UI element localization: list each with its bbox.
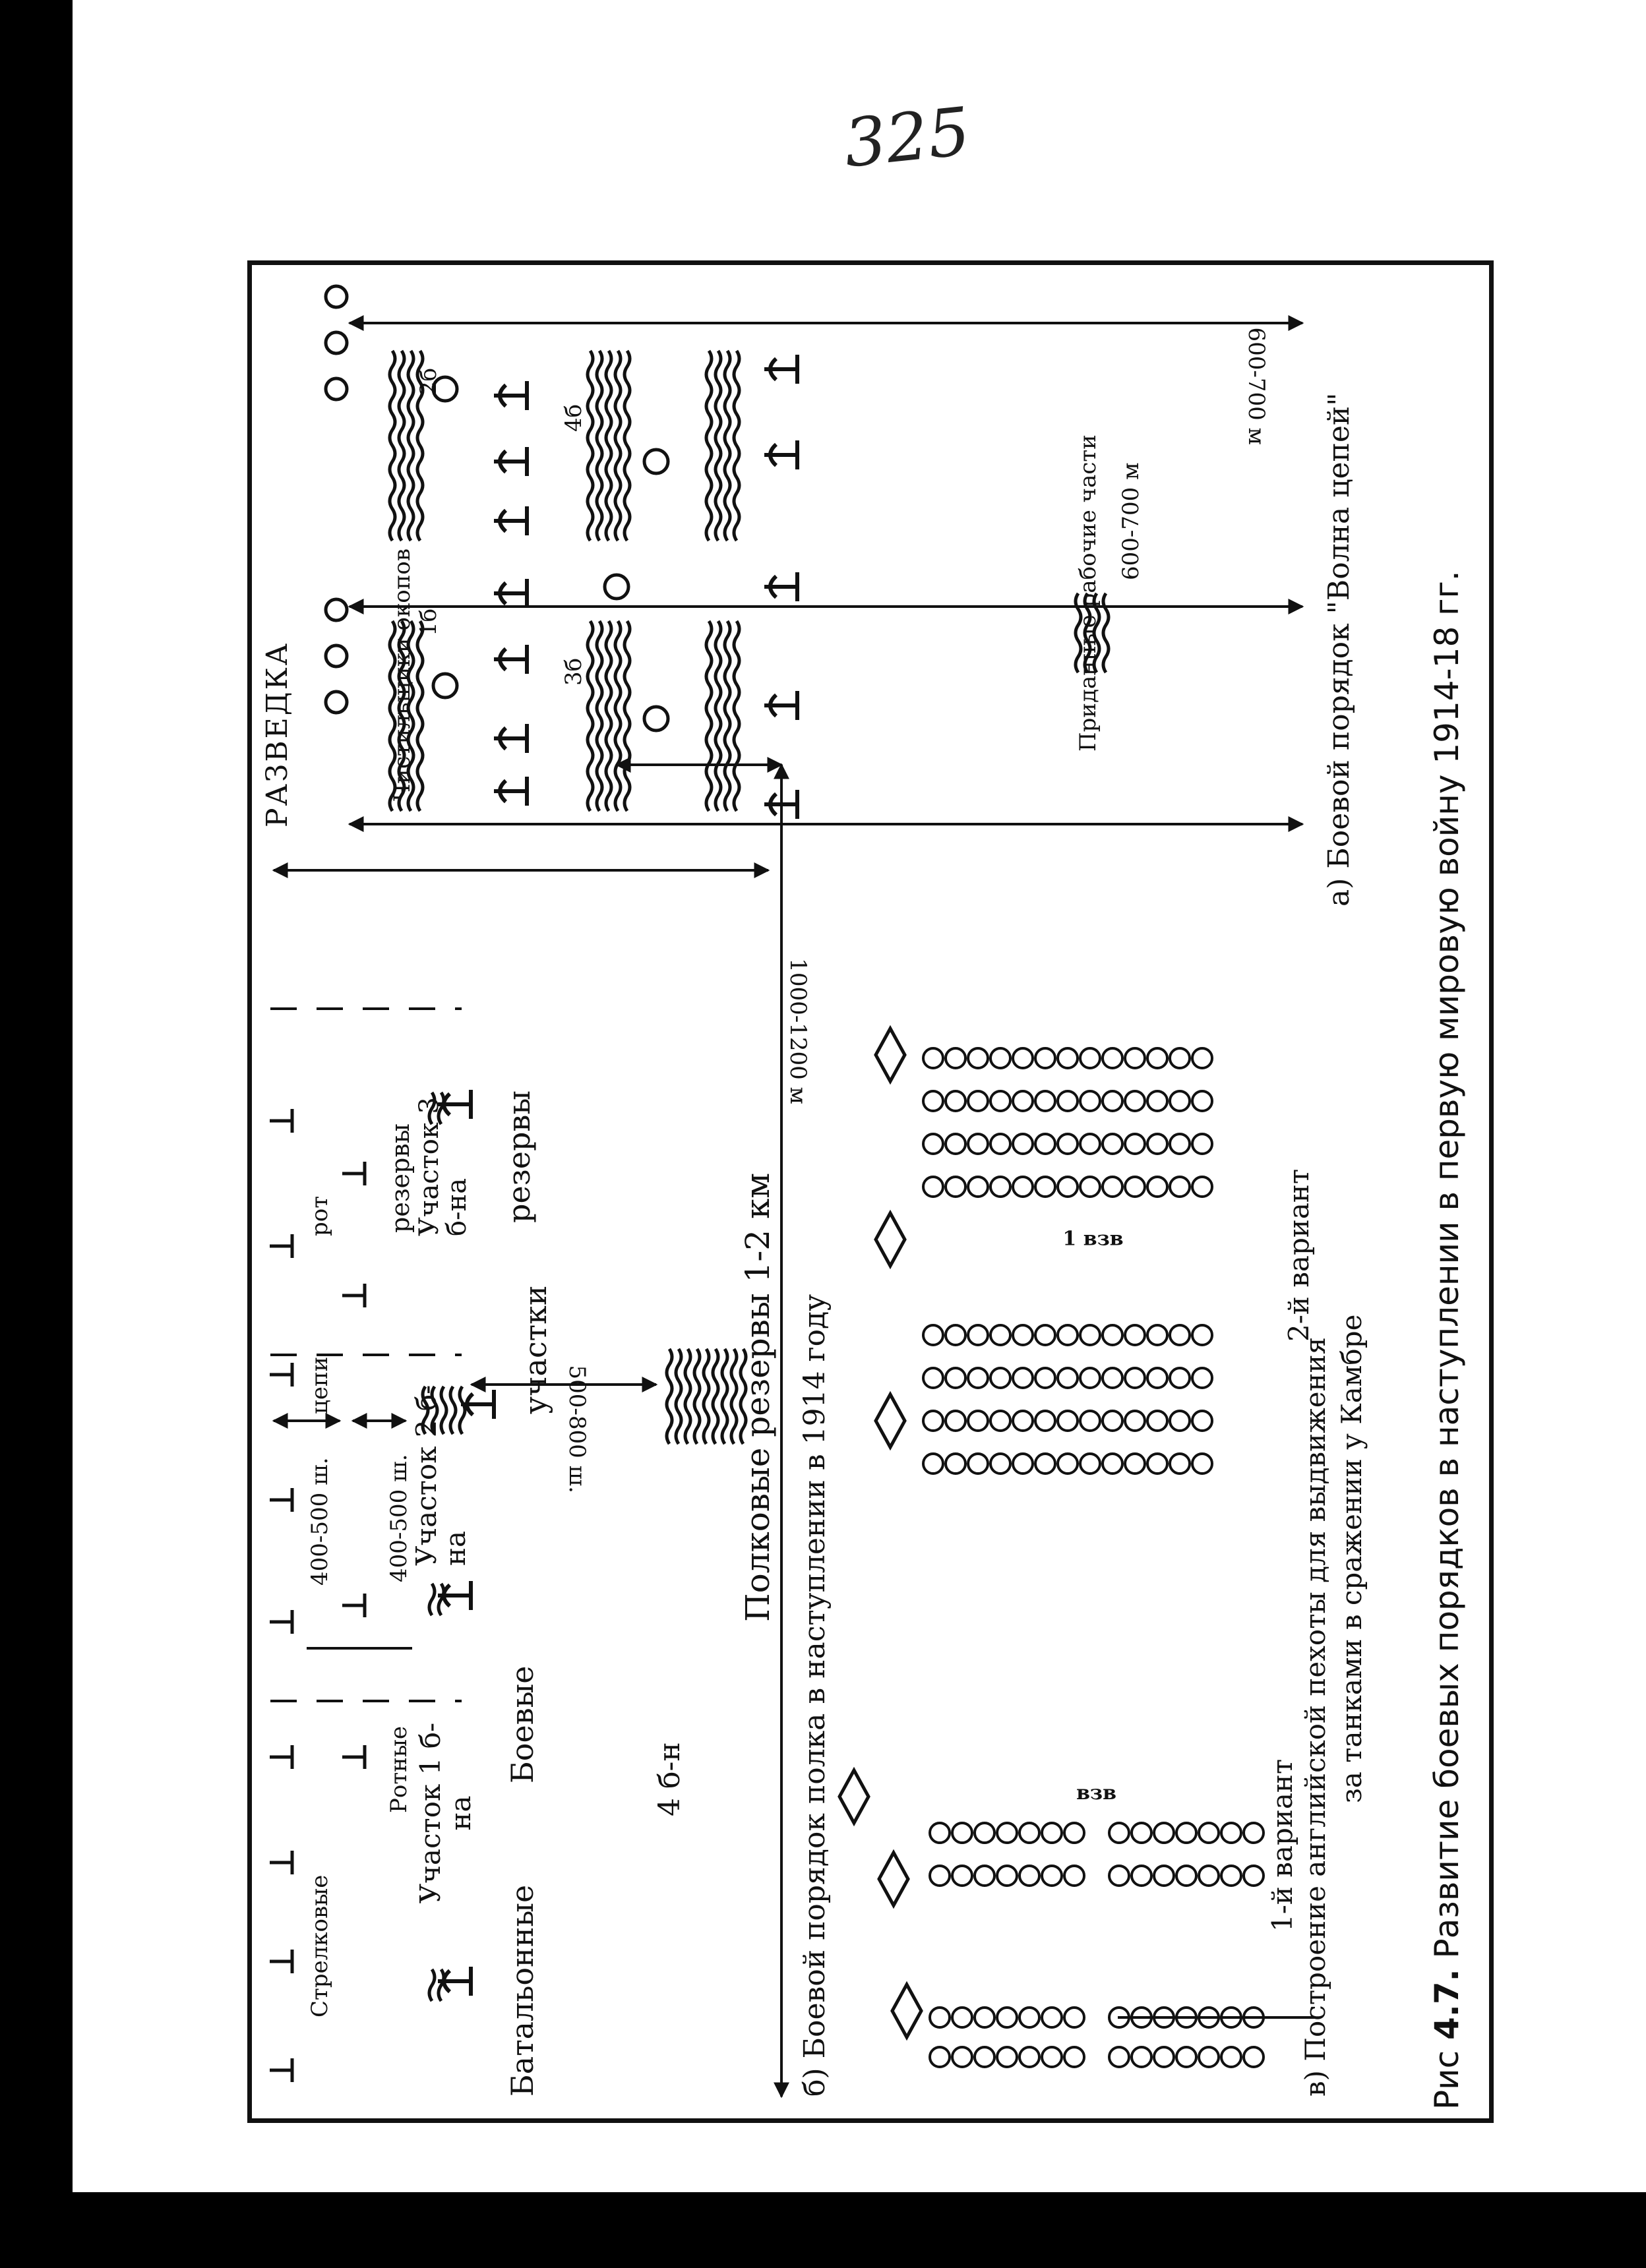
panel-b-caption: б) Боевой порядок полка в наступлении в 1914 году bbox=[798, 1294, 832, 2097]
regimental-reserve-wave bbox=[694, 1349, 700, 1444]
infantry-column-circle bbox=[930, 2047, 950, 2067]
infantry-column-circle bbox=[1125, 1411, 1145, 1431]
infantry-column-circle bbox=[1109, 1866, 1129, 1886]
figure-caption bbox=[1428, 570, 1466, 2110]
infantry-column-circle bbox=[1058, 1325, 1078, 1345]
infantry-column-circle bbox=[1020, 1823, 1039, 1843]
infantry-wave-line bbox=[606, 621, 611, 811]
infantry-column-circle bbox=[1035, 1368, 1055, 1388]
infantry-column-circle bbox=[1221, 1823, 1241, 1843]
infantry-column-circle bbox=[1103, 1177, 1122, 1197]
infantry-column-circle bbox=[1192, 1411, 1212, 1431]
infantry-column-circle bbox=[1125, 1048, 1145, 1068]
infantry-column-circle bbox=[930, 1866, 950, 1886]
infantry-column-circle bbox=[968, 1368, 988, 1388]
battalion-1b: 1б bbox=[415, 608, 442, 636]
tank-diamond bbox=[876, 1029, 905, 1081]
infantry-column-circle bbox=[968, 1411, 988, 1431]
infantry-column-circle bbox=[1170, 1454, 1190, 1474]
infantry-column-circle bbox=[923, 1411, 943, 1431]
commander-circle bbox=[605, 575, 628, 599]
caption-text: Развитие боевых порядков в наступлении в первую мировую войну 1914-18 гг. bbox=[1428, 570, 1466, 1959]
infantry-column-circle bbox=[1170, 1368, 1190, 1388]
infantry-wave-line bbox=[597, 621, 602, 811]
rifle-line-soldier bbox=[270, 2058, 292, 2082]
tank-diamond bbox=[879, 1853, 908, 1905]
infantry-column-circle bbox=[923, 1325, 943, 1345]
infantry-column-circle bbox=[946, 1368, 965, 1388]
attack-wave-mark bbox=[764, 355, 797, 384]
infantry-column-circle bbox=[923, 1134, 943, 1154]
infantry-column-circle bbox=[1013, 1411, 1033, 1431]
infantry-column-circle bbox=[1020, 1866, 1039, 1886]
infantry-column-circle bbox=[1192, 1177, 1212, 1197]
sector-3: Участок 3 б-на bbox=[414, 1097, 472, 1236]
infantry-column-circle bbox=[1013, 1325, 1033, 1345]
infantry-column-circle bbox=[1042, 2008, 1062, 2027]
infantry-column-circle bbox=[1013, 1091, 1033, 1111]
panel-c-caption-2: за танками в сражении у Камбре bbox=[1335, 1314, 1368, 1803]
attack-wave-mark bbox=[494, 724, 527, 753]
infantry-column-circle bbox=[1035, 1325, 1055, 1345]
row-company-label: Ротные bbox=[386, 1726, 412, 1813]
infantry-column-circle bbox=[1244, 2047, 1264, 2067]
infantry-wave-line bbox=[706, 351, 712, 541]
infantry-column-circle bbox=[946, 1411, 965, 1431]
infantry-column-circle bbox=[952, 2008, 972, 2027]
recon-circle bbox=[326, 645, 347, 667]
infantry-column-circle bbox=[1154, 1823, 1174, 1843]
infantry-wave-line bbox=[588, 351, 593, 541]
infantry-wave-line bbox=[597, 351, 602, 541]
company-reserve-soldier bbox=[342, 1162, 365, 1185]
commander-circle bbox=[644, 450, 668, 473]
infantry-column-circle bbox=[1192, 1368, 1212, 1388]
attack-wave-mark bbox=[764, 572, 797, 601]
infantry-column-circle bbox=[1125, 1091, 1145, 1111]
infantry-column-circle bbox=[1020, 2047, 1039, 2067]
infantry-column-circle bbox=[1080, 1325, 1100, 1345]
recon-circle bbox=[326, 599, 347, 620]
infantry-column-circle bbox=[1103, 1325, 1122, 1345]
infantry-column-circle bbox=[923, 1454, 943, 1474]
page-number: 325 bbox=[840, 92, 974, 183]
infantry-column-circle bbox=[1080, 1177, 1100, 1197]
infantry-column-circle bbox=[1170, 1048, 1190, 1068]
company-reserve-soldier bbox=[342, 1745, 365, 1769]
variant-2-label: 2-й вариант bbox=[1283, 1168, 1315, 1342]
attack-wave-mark bbox=[764, 440, 797, 469]
panel-c-caption-1: в) Построение английской пехоты для выдвижения bbox=[1299, 1336, 1331, 2097]
infantry-wave-line bbox=[615, 621, 621, 811]
infantry-column-circle bbox=[1035, 1048, 1055, 1068]
recon-circle bbox=[326, 332, 347, 353]
infantry-column-circle bbox=[1199, 2047, 1219, 2067]
infantry-column-circle bbox=[1221, 1866, 1241, 1886]
infantry-column-circle bbox=[923, 1048, 943, 1068]
rifle-line-soldier bbox=[270, 1363, 292, 1387]
infantry-column-circle bbox=[991, 1325, 1010, 1345]
infantry-column-circle bbox=[1176, 1866, 1196, 1886]
regimental-reserve-wave bbox=[685, 1349, 690, 1444]
infantry-column-circle bbox=[1013, 1454, 1033, 1474]
infantry-column-circle bbox=[946, 1134, 965, 1154]
infantry-column-circle bbox=[1058, 1177, 1078, 1197]
regimental-reserve-wave bbox=[731, 1349, 737, 1444]
infantry-column-circle bbox=[923, 1177, 943, 1197]
row-company-right: рот bbox=[307, 1195, 333, 1236]
caption-number: 4.7. bbox=[1428, 1969, 1466, 2040]
rifle-line-soldier bbox=[270, 1851, 292, 1874]
depth-total-b: 1000-1200 м bbox=[785, 958, 811, 1104]
recon-circle bbox=[326, 286, 347, 307]
commander-circle bbox=[433, 674, 457, 698]
scan-edge-left bbox=[0, 0, 73, 2268]
row-company-reserves: резервы bbox=[386, 1123, 415, 1233]
battalion-2b: 2б bbox=[415, 367, 442, 396]
infantry-column-circle bbox=[1192, 1454, 1212, 1474]
infantry-column-circle bbox=[1132, 1823, 1151, 1843]
infantry-column-circle bbox=[1042, 2047, 1062, 2067]
infantry-column-circle bbox=[1132, 2047, 1151, 2067]
infantry-column-circle bbox=[1154, 1866, 1174, 1886]
infantry-column-circle bbox=[1042, 1866, 1062, 1886]
infantry-column-circle bbox=[1147, 1048, 1167, 1068]
infantry-column-circle bbox=[1199, 1823, 1219, 1843]
infantry-column-circle bbox=[1103, 1368, 1122, 1388]
battalion-reserve-wave bbox=[429, 1584, 435, 1615]
infantry-column-circle bbox=[952, 2047, 972, 2067]
figure-content bbox=[247, 260, 1494, 2123]
rifle-line-soldier bbox=[270, 1745, 292, 1769]
infantry-column-circle bbox=[1125, 1368, 1145, 1388]
infantry-column-circle bbox=[991, 1454, 1010, 1474]
attack-wave-mark bbox=[764, 691, 797, 720]
company-reserve-soldier bbox=[342, 1284, 365, 1307]
row-rifle-right: цепи bbox=[307, 1356, 333, 1414]
infantry-column-circle bbox=[1170, 1134, 1190, 1154]
infantry-column-circle bbox=[1013, 1177, 1033, 1197]
infantry-column-circle bbox=[1125, 1134, 1145, 1154]
infantry-column-circle bbox=[1244, 1866, 1264, 1886]
infantry-wave-line bbox=[734, 621, 739, 811]
infantry-column-circle bbox=[946, 1177, 965, 1197]
row-battalion-reserves: резервы bbox=[501, 1090, 537, 1223]
infantry-wave-line bbox=[706, 621, 712, 811]
infantry-column-circle bbox=[968, 1454, 988, 1474]
infantry-column-circle bbox=[1064, 1823, 1084, 1843]
infantry-column-circle bbox=[1080, 1368, 1100, 1388]
battalion-4b: 4б bbox=[561, 403, 587, 432]
infantry-column-circle bbox=[952, 1823, 972, 1843]
infantry-wave-line bbox=[716, 351, 721, 541]
fourth-battalion: 4 б-н bbox=[653, 1742, 686, 1816]
attack-wave-mark bbox=[494, 447, 527, 476]
infantry-wave-line bbox=[390, 351, 395, 541]
infantry-column-circle bbox=[991, 1048, 1010, 1068]
infantry-column-circle bbox=[991, 1411, 1010, 1431]
infantry-column-circle bbox=[1058, 1368, 1078, 1388]
tank-diamond bbox=[876, 1394, 905, 1447]
infantry-column-circle bbox=[946, 1325, 965, 1345]
infantry-column-circle bbox=[968, 1091, 988, 1111]
infantry-column-circle bbox=[1035, 1454, 1055, 1474]
infantry-wave-line bbox=[625, 351, 630, 541]
infantry-column-circle bbox=[1147, 1091, 1167, 1111]
infantry-column-circle bbox=[1192, 1091, 1212, 1111]
regimental-reserve-wave bbox=[704, 1349, 709, 1444]
sector-2: Участок 2 б-на bbox=[410, 1385, 472, 1566]
panel-a-caption: а) Боевой порядок "Волна цепей" bbox=[1322, 392, 1356, 907]
interval-2: 400-500 ш. bbox=[386, 1454, 412, 1582]
infantry-column-circle bbox=[1035, 1411, 1055, 1431]
infantry-column-circle bbox=[1147, 1411, 1167, 1431]
infantry-column-circle bbox=[1125, 1454, 1145, 1474]
infantry-column-circle bbox=[1035, 1091, 1055, 1111]
infantry-wave-line bbox=[615, 351, 621, 541]
row-battalion-label: Батальонные bbox=[504, 1884, 540, 2097]
infantry-column-circle bbox=[1103, 1091, 1122, 1111]
infantry-column-circle bbox=[991, 1134, 1010, 1154]
infantry-column-circle bbox=[930, 1823, 950, 1843]
infantry-column-circle bbox=[975, 1823, 994, 1843]
rifle-line-soldier bbox=[270, 1488, 292, 1512]
infantry-column-circle bbox=[946, 1048, 965, 1068]
infantry-column-circle bbox=[997, 1823, 1017, 1843]
regimental-reserves: Полковые резервы 1-2 км bbox=[739, 1172, 777, 1622]
variant-1-label: 1-й вариант bbox=[1266, 1758, 1298, 1932]
infantry-column-circle bbox=[923, 1091, 943, 1111]
tank-diamond bbox=[892, 1984, 921, 2037]
infantry-wave-line bbox=[399, 351, 404, 541]
infantry-column-circle bbox=[1080, 1411, 1100, 1431]
rifle-line-soldier bbox=[270, 1610, 292, 1634]
width-label-a: 600-700 м bbox=[1118, 462, 1144, 580]
attack-wave-mark bbox=[494, 579, 527, 608]
attack-wave-mark bbox=[494, 381, 527, 410]
recon-label: РАЗВЕДКА bbox=[260, 642, 294, 827]
infantry-column-circle bbox=[968, 1048, 988, 1068]
infantry-column-circle bbox=[1192, 1325, 1212, 1345]
infantry-column-circle bbox=[1064, 2008, 1084, 2027]
regimental-reserve-wave bbox=[722, 1349, 727, 1444]
infantry-column-circle bbox=[968, 1134, 988, 1154]
infantry-column-circle bbox=[1147, 1325, 1167, 1345]
infantry-wave-line bbox=[734, 351, 739, 541]
infantry-column-circle bbox=[1103, 1048, 1122, 1068]
regimental-reserve-wave bbox=[667, 1349, 672, 1444]
recon-circle bbox=[326, 378, 347, 400]
infantry-column-circle bbox=[1058, 1048, 1078, 1068]
caption-prefix: Рис bbox=[1428, 2050, 1466, 2110]
infantry-column-circle bbox=[997, 2008, 1017, 2027]
infantry-wave-line bbox=[408, 351, 413, 541]
infantry-wave-line bbox=[606, 351, 611, 541]
infantry-column-circle bbox=[1147, 1134, 1167, 1154]
depth-label-b: 500-800 ш. bbox=[564, 1365, 590, 1493]
infantry-column-circle bbox=[1064, 1866, 1084, 1886]
infantry-column-circle bbox=[1176, 2047, 1196, 2067]
infantry-column-circle bbox=[1176, 1823, 1196, 1843]
infantry-column-circle bbox=[1109, 1823, 1129, 1843]
rifle-line-soldier bbox=[270, 1950, 292, 1973]
infantry-column-circle bbox=[1244, 1823, 1264, 1843]
regimental-reserve-wave bbox=[676, 1349, 681, 1444]
attached-units-label: Приданные рабочие части bbox=[1075, 434, 1101, 752]
infantry-column-circle bbox=[1192, 1134, 1212, 1154]
attack-wave-mark bbox=[494, 777, 527, 806]
infantry-column-circle bbox=[1147, 1454, 1167, 1474]
rifle-line-soldier bbox=[270, 1234, 292, 1258]
infantry-column-circle bbox=[923, 1368, 943, 1388]
commander-circle bbox=[644, 707, 668, 731]
battalion-reserve-wave bbox=[429, 1969, 435, 2001]
infantry-column-circle bbox=[1170, 1091, 1190, 1111]
regimental-reserve-wave bbox=[713, 1349, 718, 1444]
attack-wave-mark bbox=[494, 506, 527, 535]
infantry-column-circle bbox=[1058, 1454, 1078, 1474]
infantry-column-circle bbox=[1170, 1325, 1190, 1345]
infantry-column-circle bbox=[1154, 2047, 1174, 2067]
infantry-column-circle bbox=[1058, 1411, 1078, 1431]
infantry-column-circle bbox=[1080, 1454, 1100, 1474]
scan-edge-bottom bbox=[0, 2192, 1646, 2268]
infantry-column-circle bbox=[1058, 1134, 1078, 1154]
infantry-column-circle bbox=[1080, 1134, 1100, 1154]
attack-wave-mark bbox=[494, 645, 527, 674]
infantry-column-circle bbox=[991, 1368, 1010, 1388]
sector-1: Участок 1 б-на bbox=[414, 1722, 477, 1904]
infantry-column-circle bbox=[1170, 1177, 1190, 1197]
infantry-column-circle bbox=[1020, 2008, 1039, 2027]
infantry-column-circle bbox=[1147, 1368, 1167, 1388]
rifle-line-soldier bbox=[270, 1109, 292, 1133]
infantry-wave-line bbox=[725, 621, 730, 811]
infantry-column-circle bbox=[946, 1454, 965, 1474]
battalion-3b: 3б bbox=[561, 657, 587, 686]
infantry-column-circle bbox=[1013, 1134, 1033, 1154]
company-reserve-soldier bbox=[342, 1594, 365, 1617]
infantry-column-circle bbox=[1103, 1134, 1122, 1154]
infantry-column-circle bbox=[1147, 1177, 1167, 1197]
infantry-column-circle bbox=[975, 1866, 994, 1886]
infantry-column-circle bbox=[991, 1091, 1010, 1111]
infantry-wave-line bbox=[588, 621, 593, 811]
infantry-column-circle bbox=[997, 2047, 1017, 2067]
infantry-column-circle bbox=[1125, 1177, 1145, 1197]
infantry-column-circle bbox=[1109, 2047, 1129, 2067]
infantry-column-circle bbox=[1221, 2047, 1241, 2067]
infantry-column-circle bbox=[997, 1866, 1017, 1886]
infantry-column-circle bbox=[1035, 1134, 1055, 1154]
trench-cleaners-label: Чистильщики окопов bbox=[389, 548, 415, 801]
infantry-column-circle bbox=[1042, 1823, 1062, 1843]
infantry-column-circle bbox=[991, 1177, 1010, 1197]
infantry-column-circle bbox=[1064, 2047, 1084, 2067]
infantry-column-circle bbox=[1199, 1866, 1219, 1886]
infantry-column-circle bbox=[930, 2008, 950, 2027]
infantry-column-circle bbox=[1058, 1091, 1078, 1111]
infantry-column-circle bbox=[1103, 1454, 1122, 1474]
platoon-label-a: взв bbox=[1076, 1781, 1116, 1805]
infantry-column-circle bbox=[1192, 1048, 1212, 1068]
infantry-column-circle bbox=[1080, 1048, 1100, 1068]
infantry-column-circle bbox=[946, 1091, 965, 1111]
infantry-wave-line bbox=[417, 621, 423, 811]
infantry-column-circle bbox=[975, 2008, 994, 2027]
infantry-column-circle bbox=[1103, 1411, 1122, 1431]
sectors-label-1: Боевые bbox=[504, 1665, 540, 1783]
infantry-wave-line bbox=[716, 621, 721, 811]
depth-label-a: 600-700 м bbox=[1243, 327, 1269, 445]
infantry-column-circle bbox=[1170, 1411, 1190, 1431]
platoon-label-b: 1 взв bbox=[1062, 1227, 1124, 1251]
infantry-column-circle bbox=[1013, 1368, 1033, 1388]
tank-diamond bbox=[876, 1213, 905, 1266]
infantry-column-circle bbox=[968, 1177, 988, 1197]
infantry-column-circle bbox=[1132, 1866, 1151, 1886]
infantry-column-circle bbox=[1080, 1091, 1100, 1111]
row-rifle-label: Стрелковые bbox=[307, 1874, 333, 2017]
interval-1: 400-500 ш. bbox=[307, 1457, 333, 1586]
tank-diamond bbox=[839, 1770, 869, 1823]
infantry-column-circle bbox=[1125, 1325, 1145, 1345]
infantry-column-circle bbox=[975, 2047, 994, 2067]
infantry-column-circle bbox=[968, 1325, 988, 1345]
infantry-column-circle bbox=[952, 1866, 972, 1886]
infantry-column-circle bbox=[1013, 1048, 1033, 1068]
infantry-wave-line bbox=[725, 351, 730, 541]
infantry-column-circle bbox=[1035, 1177, 1055, 1197]
sectors-label-2: участки bbox=[518, 1285, 553, 1414]
infantry-wave-line bbox=[625, 621, 630, 811]
recon-circle bbox=[326, 692, 347, 713]
